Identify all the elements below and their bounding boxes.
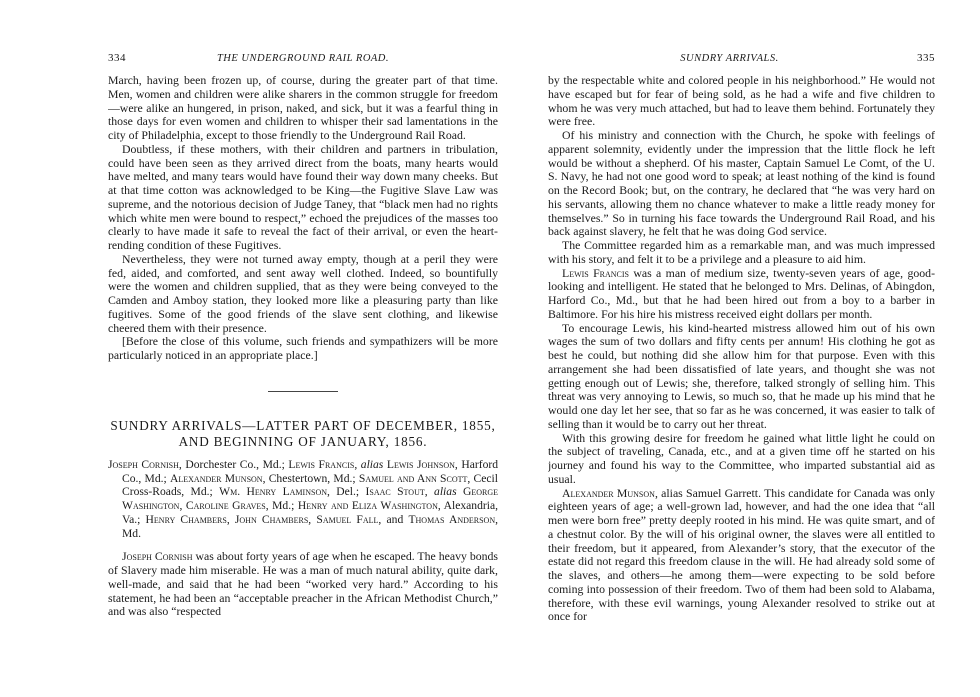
right-running-title: SUNDRY ARRIVALS. — [680, 53, 779, 64]
cornish-name: Joseph Cornish — [122, 549, 193, 564]
munson-name: Alexander Munson — [562, 485, 655, 500]
left-paragraph-2: Doubtless, if these mothers, with their children and partners in tribulation, could have been seen as they arrived direct from the boats, many hearts would have melted, and many tears would have found their way down many cheeks. But at that time cotton was acknowledged to be King—the Fugitive Slave Law was supreme, and the notorious decision of Judge Taney, that “black men had no rights which white men were bound to respect,” echoed the prejudices of the masses too clearly to have made it safe to reveal the fact of their arrival, or even the heart-rending condition of these Fugitives. — [108, 141, 498, 252]
right-page — [548, 0, 935, 697]
left-running-title: THE UNDERGROUND RAIL ROAD. — [216, 53, 390, 64]
section-heading-line-1: SUNDRY ARRIVALS—LATTER PART OF DECEMBER, 1855, — [110, 417, 496, 433]
right-paragraph-encourage: To encourage Lewis, his kind-hearted mistress allowed him out of his own wages the sum of two dollars and fifty cents per annum! His clothing he got as best he could, but nothing did she allow him for that purpose. Even with this arrangement she had been dissatisfied of late years, and thought she was not getting enough out of Lewis; she, therefore, talked strongly of selling him. This threat was very annoying to Lewis, so much so, that he made up his mind that he would one day let her see, that so far as he was concerned, it was easier to talk of selling than it would be to carry out her threat. — [548, 320, 935, 431]
right-paragraph-growing: With this growing desire for freedom he gained what little light he could on the subject of traveling, Canada, etc., and at a given time off he started on his journey and found his way to the Committee, who imparted substantial aid as usual. — [548, 430, 935, 486]
left-running-head — [108, 52, 498, 68]
left-paragraph-3: Nevertheless, they were not turned away empty, though at a peril they were fed, aided, and comforted, and sent away well clothed. Indeed, so bountifully were the women and children supplied, that as they were being conveyed to the Camden and Amboy station, they looked more like a pleasuring party than like fugitives. Some of the good friends of the slave sent clothing, and likewise cheered them with their presence. — [108, 251, 498, 335]
fugitive-names-list: Joseph Cornish, Dorchester Co., Md.; Lewis Francis, alias Lewis Johnson, Harford Co., Md.; Alexander Munson, Chestertown, Md.; Samuel and Ann Scott, Cecil Cross-Roads, Md.; Wm. Henry Laminson, Del.; Isaac Stout, alias George Washington, Caroline Graves, Md.; Henry and Eliza Washington, Alexandria, Va.; Henry Chambers, John Chambers, Samuel Fall, and Thomas Anderson, Md. — [108, 457, 498, 540]
section-divider — [268, 391, 338, 392]
left-paragraph-4: [Before the close of this volume, such friends and sympathizers will be more particularly noticed in an appropriate place.] — [108, 334, 498, 362]
cornish-paragraph: Joseph Cornish was about forty years of age when he escaped. The heavy bonds of Slavery made him miserable. He was a man of much natural ability, quite dark, well-made, and said that he had been “worked very hard.” According to his statement, he had been an “acceptable preacher in the African Methodist Church,” and was also “respected — [108, 549, 498, 619]
left-paragraph-1: March, having been frozen up, of course, during the greater part of that time. Men, women and children were alike sharers in the common struggle for freedom—were alike an hungered, in prison, naked, and sick, but it was a fearful thing in those days for even women and children to whisper their sad lamentations in the city of Philadelphia, except to those friendly to the Underground Rail Road. — [108, 73, 498, 142]
munson-paragraph: Alexander Munson, alias Samuel Garrett. This candidate for Canada was only eighteen years of age; a well-grown lad, however, and had the one idea that “all men were born free” pretty deeply rooted in his mind. He was quite smart, and of a chestnut color. By the will of his original owner, the slaves were all entitled to their freedom, but it appeared, from Alexander’s story, that the executor of the estate did not regard this freedom clause in the will. He had already sold some of the slaves, and others—he among them—were expecting to be sold before coming into possession of their freedom. Two of them had been sold to Alabama, therefore, with these evil warnings, young Alexander resolved to strike out at once for — [548, 485, 935, 624]
section-heading-line-2: AND BEGINNING OF JANUARY, 1856. — [178, 433, 428, 449]
right-running-head — [548, 52, 935, 68]
francis-name: Lewis Francis — [562, 265, 630, 280]
section-heading — [108, 418, 498, 450]
right-paragraph-ministry: Of his ministry and connection with the Church, he spoke with feelings of apparent solemnity, evidently under the impression that the little flock he left would be without a shepherd. Of his master, Captain Samuel Le Comt, of the U. S. Navy, he had not one good word to speak; at least nothing of the kind is found on the Record Book; but, on the contrary, he declared that “he was very hard on his servants, allowing them no chance whatever to make a little ready money for themselves.” So in turning his face towards the Underground Rail Road, and his back against slavery, he felt that he was doing God service. — [548, 128, 935, 239]
right-paragraph-committee: The Committee regarded him as a remarkable man, and was much impressed with his story, and felt it to be a privilege and a pleasure to aid him. — [548, 238, 935, 266]
right-page-number: 335 — [917, 52, 935, 64]
right-paragraph-continuation: by the respectable white and colored people in his neighborhood.” He would not have escaped but for fear of being sold, as he had a wife and five children to whom he was very much attached, but had to leave them behind. Fortunately they were free. — [548, 73, 935, 129]
left-page — [108, 0, 498, 697]
left-page-number: 334 — [108, 52, 126, 64]
francis-paragraph: Lewis Francis was a man of medium size, twenty-seven years of age, good-looking and intelligent. He stated that he belonged to Mrs. Delinas, of Abingdon, Harford Co., Md., but that he had been hired out from a boy to a barber in Baltimore. For his hire his mistress received eight dollars per month. — [548, 265, 935, 321]
